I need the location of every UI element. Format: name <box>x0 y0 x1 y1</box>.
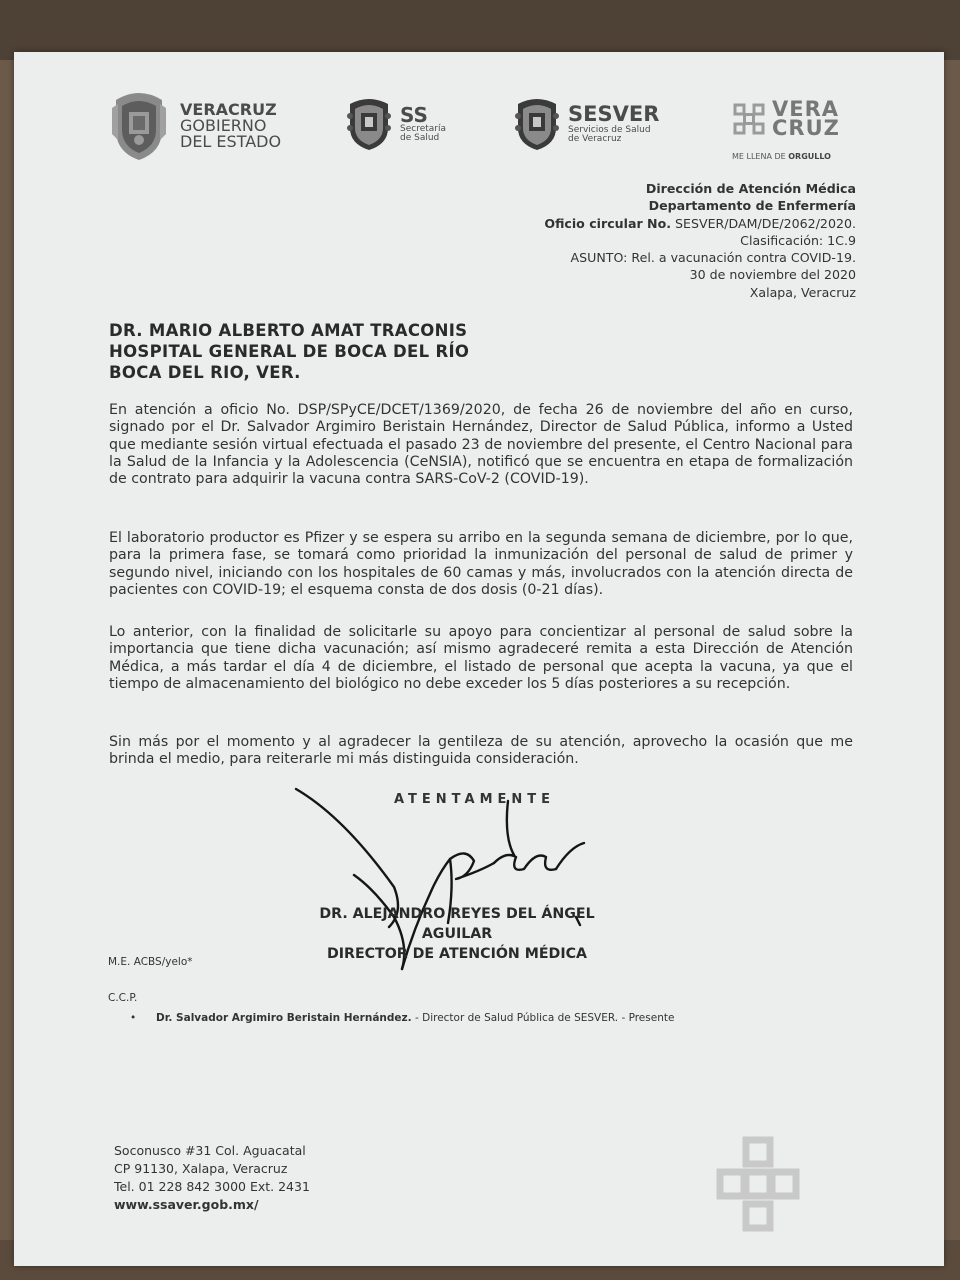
secretaria-de-salud-logo <box>344 96 446 152</box>
logo2-line1: Secretaría <box>400 124 446 135</box>
veracruz-coat-of-arms-icon <box>108 90 170 162</box>
direction-label: Dirección de Atención Médica <box>645 181 856 196</box>
knot-watermark-icon <box>708 1134 808 1234</box>
oficio-line <box>544 215 856 232</box>
logo2-line2: de Salud <box>400 133 440 144</box>
footer-block <box>114 1142 310 1214</box>
ss-shield-icon <box>344 96 394 152</box>
footer-phone: Tel. 01 228 842 3000 Ext. 2431 <box>114 1179 310 1194</box>
ccp-label: C.C.P. <box>108 992 138 1004</box>
reference-block <box>544 180 856 301</box>
initials: M.E. ACBS/yelo* <box>108 956 193 968</box>
logo1-line3: DEL ESTADO <box>180 132 282 152</box>
sesver-shield-icon <box>512 96 562 152</box>
addressee-name: DR. MARIO ALBERTO AMAT TRACONIS <box>109 321 468 340</box>
footer-url: www.ssaver.gob.mx/ <box>114 1197 259 1212</box>
signer-name: DR. ALEJANDRO REYES DEL ÁNGEL AGUILAR <box>319 906 595 942</box>
oficio-value: SESVER/DAM/DE/2062/2020. <box>671 215 856 231</box>
knot-pattern-icon <box>732 102 766 136</box>
body-paragraph-3: Lo anterior, con la finalidad de solicitarle su apoyo para concientizar al personal de salud sobre la importancia que tiene dicha vacunación; así mismo agradeceré remita a esta Dirección de Atención Médica, a más tardar el día 4 de diciembre, el listado de personal que acepta la vacuna, ya que el tiempo de almacenamiento del biológico no debe exceder los 5 días posteriores a su recepción. <box>109 624 853 692</box>
closing-salutation: ATENTAMENTE <box>394 792 556 807</box>
place: Xalapa, Veracruz <box>749 284 856 300</box>
signer-block <box>302 904 612 964</box>
subject: ASUNTO: Rel. a vacunación contra COVID-19. <box>570 250 856 266</box>
logo3-line2: de Veracruz <box>568 133 622 144</box>
logo4-tagline-prefix: ME LLENA DE <box>732 152 789 161</box>
addressee-block <box>109 320 469 383</box>
logo1-line2: GOBIERNO <box>180 115 267 135</box>
department-label: Departamento de Enfermería <box>648 198 856 214</box>
ccp-entry <box>130 1012 674 1024</box>
body-paragraph-4: Sin más por el momento y al agradecer la gentileza de su atención, aprovecho la ocasión que me brinda el medio, para reiterarle mi más distinguida consideración. <box>109 734 853 768</box>
ccp-bullet: • <box>130 1012 137 1024</box>
classification: Clasificación: 1C.9 <box>740 232 856 248</box>
logo2-title: SS <box>400 102 428 127</box>
logo3-title: SESVER <box>568 102 660 127</box>
footer-address1: Soconusco #31 Col. Aguacatal <box>114 1143 306 1158</box>
sesver-logo <box>512 96 659 152</box>
footer-address2: CP 91130, Xalapa, Veracruz <box>114 1161 288 1176</box>
addressee-location: BOCA DEL RIO, VER. <box>109 363 301 382</box>
logo1-line1: VERACRUZ <box>180 99 277 119</box>
date: 30 de noviembre del 2020 <box>689 267 856 283</box>
body-paragraph-1: En atención a oficio No. DSP/SPyCE/DCET/1369/2020, de fecha 26 de noviembre del año en curso, signado por el Dr. Salvador Argimiro Beristain Hernández, Director de Salud Pública, informo a Usted que mediante sesión virtual efectuada el pasado 23 de noviembre del presente, el Centro Nacional para la Salud de la Infancia y la Adolescencia (CeNSIA), notificó que se encuentra en etapa de formalización de contrato para adquirir la vacuna contra SARS-CoV-2 (COVID-19). <box>109 402 853 488</box>
ccp-name: Dr. Salvador Argimiro Beristain Hernández. <box>156 1012 412 1024</box>
body-paragraph-2: El laboratorio productor es Pfizer y se espera su arribo en la segunda semana de diciembre, por lo que, para la primera fase, se tomará como prioridad la inmunización del personal de salud de primer y segundo nivel, iniciando con los hospitales de 60 camas y más, involucrados con la atención directa de pacientes con COVID-19; el esquema consta de dos dosis (0-21 días). <box>109 530 853 598</box>
logo4-line2: CRUZ <box>772 116 840 141</box>
logo3-line1: Servicios de Salud <box>568 124 651 135</box>
veracruz-orgullo-logo <box>732 97 852 161</box>
desk-background-top <box>0 0 960 60</box>
ccp-rest: - Director de Salud Pública de SESVER. - Presente <box>411 1012 675 1024</box>
oficio-label: Oficio circular No. <box>544 215 672 231</box>
addressee-institution: HOSPITAL GENERAL DE BOCA DEL RÍO <box>109 342 470 361</box>
logo4-line1: VERA <box>772 97 840 121</box>
signer-title: DIRECTOR DE ATENCIÓN MÉDICA <box>326 946 588 962</box>
logo4-tagline-bold: ORGULLO <box>788 152 831 161</box>
veracruz-government-logo <box>108 90 281 162</box>
logo4-tagline <box>732 152 831 161</box>
letter-page <box>14 52 944 1266</box>
